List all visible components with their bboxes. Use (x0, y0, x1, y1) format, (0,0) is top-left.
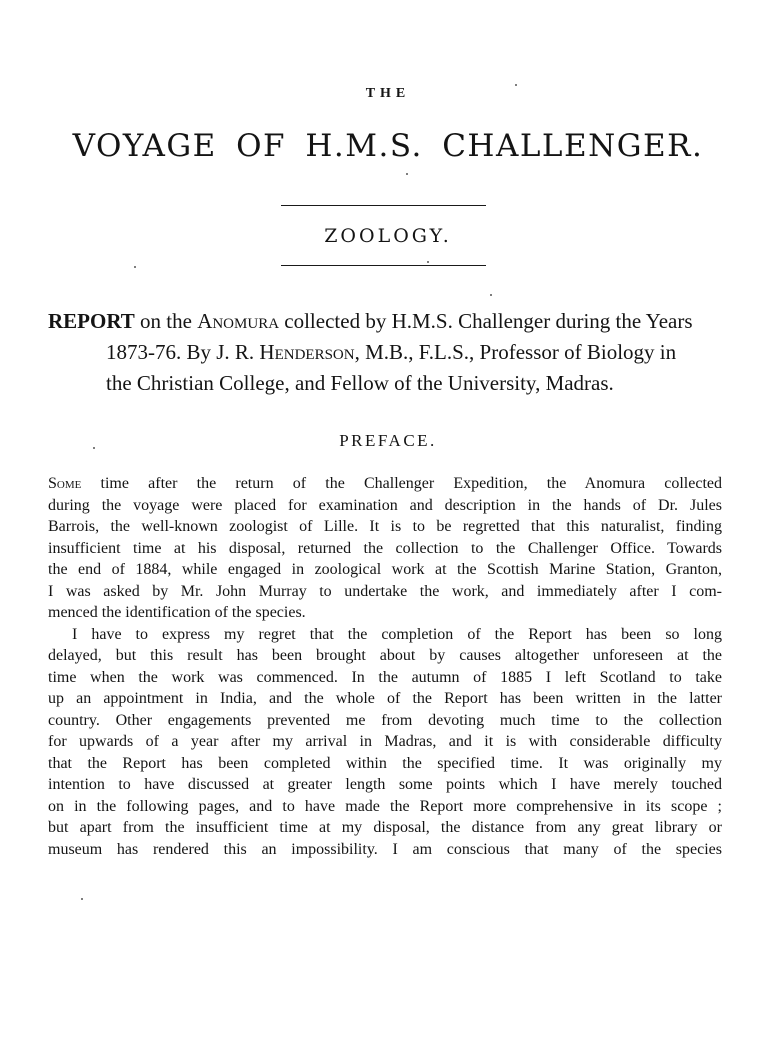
kicker-the: THE (365, 86, 411, 101)
preface-line: I was asked by Mr. John Murray to undertake the work, and immediately after I com- (48, 582, 722, 600)
preface-line: I have to express my regret that the completion of the Report has been so long (72, 625, 722, 643)
scan-speck (406, 173, 408, 175)
preface-line: the end of 1884, while engaged in zoological work at the Scottish Marine Station, Granton, (48, 561, 722, 578)
preface-line: for upwards of a year after my arrival in Madras, and it is with considerable difficulty (48, 733, 722, 750)
preface-line: insufficient time at his disposal, returned the collection to the Challenger Office. Towards (48, 539, 722, 557)
preface-line: on in the following pages, and to have made the Report more comprehensive in its scope ; (48, 797, 722, 815)
scan-speck (427, 261, 429, 263)
report-text: 1873-76. By (106, 340, 211, 364)
divider-bottom (281, 265, 486, 266)
divider-top (281, 205, 486, 206)
preface-line: Barrois, the well-known zoologist of Lille. It is to be regretted that this naturalist, finding (48, 518, 722, 535)
preface-first-word: Some (48, 475, 82, 492)
report-title-block (48, 306, 738, 399)
preface-line: country. Other engagements prevented me from devoting much time to the collection (48, 711, 722, 729)
report-text: M.B., F.L.S., Professor of Biology in (365, 340, 677, 364)
section-title: ZOOLOGY. (324, 225, 452, 247)
preface-line: time when the work was commenced. In the autumn of 1885 I left Scotland to take (48, 668, 722, 686)
page-title: VOYAGE OF H.M.S. CHALLENGER. (72, 128, 704, 164)
scan-speck (93, 447, 95, 449)
preface-line: Some time after the return of the Challenger Expedition, the Anomura collected (48, 475, 723, 492)
report-group-name: Anomura (197, 309, 280, 333)
preface-line: delayed, but this result has been brought about by causes altogether unforeseen at the (48, 647, 722, 664)
preface-line: menced the identification of the species. (48, 604, 306, 621)
report-line-1 (48, 306, 738, 337)
report-author: J. R. Henderson, (216, 340, 360, 364)
scan-speck (490, 294, 492, 296)
report-lead: REPORT (48, 309, 135, 333)
preface-line: that the Report has been completed within the specified time. It was originally my (48, 754, 722, 772)
preface-line: up an appointment in India, and the whole of the Report has been written in the latter (48, 690, 722, 707)
preface-heading: PREFACE. (339, 431, 437, 450)
preface-line: during the voyage were placed for examination and description in the hands of Dr. Jules (48, 496, 722, 514)
preface-line: intention to have discussed at greater length some points which I have merely touched (48, 776, 722, 793)
report-text: on the (140, 309, 192, 333)
report-text: collected by H.M.S. Challenger during the Years (284, 309, 693, 333)
preface-line: but apart from the insufficient time at my disposal, the distance from any great library or (48, 819, 722, 836)
scan-speck (515, 84, 517, 86)
preface-line: museum has rendered this an impossibility. I am conscious that many of the species (48, 840, 722, 858)
report-line-3: the Christian College, and Fellow of the University, Madras. (106, 371, 614, 395)
scan-speck (81, 898, 83, 900)
report-line-2 (48, 337, 738, 368)
preface-body (48, 473, 722, 860)
scan-speck (134, 266, 136, 268)
